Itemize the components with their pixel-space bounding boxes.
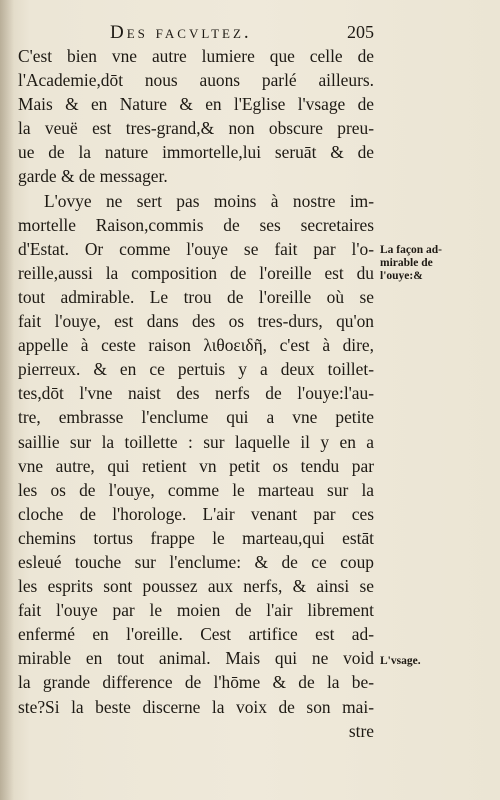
text-line: reille,aussi la composition de l'oreille est du	[18, 262, 374, 283]
text-line: mortelle Raison,commis de ses secretaires	[18, 214, 374, 235]
text-line: ste?Si la beste discerne la voix de son mai-	[18, 696, 374, 717]
text-line: tout admirable. Le trou de l'oreille où se	[18, 286, 374, 307]
text-line: esleué touche sur l'enclume: & de ce coup	[18, 551, 374, 572]
text-line: cloche de l'horologe. L'air venant par ces	[18, 503, 374, 524]
text-line: ue de la nature immortelle,lui seruāt & de	[18, 142, 374, 163]
margin-note-line: L'vsage.	[380, 655, 421, 667]
margin-note-line: mirable de	[380, 257, 433, 269]
margin-note-line: l'ouye:&	[380, 270, 423, 282]
text-line: stre	[348, 720, 374, 741]
text-line: l'Academie,dōt nous auons parlé ailleurs.	[18, 70, 374, 91]
text-line: la grande difference de l'hōme & de la be-	[18, 672, 374, 693]
text-line: chemins tortus frappe le marteau,qui estāt	[18, 527, 374, 548]
text-line: fait l'ouye, est dans des os tres-durs, qu'on	[18, 311, 374, 332]
margin-note-ouye	[380, 244, 496, 283]
page-number: 205	[347, 22, 374, 42]
text-line: Mais & en Nature & en l'Eglise l'vsage de	[18, 94, 374, 115]
text-line: appelle à ceste raison λιθοειδῆ, c'est à dire,	[18, 335, 374, 356]
text-line: vne autre, qui retient vn petit os tendu par	[18, 455, 374, 476]
text-line: L'ovye ne sert pas moins à nostre im-	[44, 190, 374, 211]
running-head: Des facvltez.	[110, 22, 252, 43]
text-line: mirable en tout animal. Mais qui ne void	[18, 648, 374, 669]
body-text	[18, 44, 374, 743]
text-line: les esprits sont poussez aux nerfs, & ainsi se	[18, 576, 374, 597]
text-line: tre, embrasse l'enclume qui a vne petite	[18, 407, 374, 428]
text-line: saillie sur la toillette : sur laquelle il y en a	[18, 431, 374, 452]
text-line: C'est bien vne autre lumiere que celle de	[18, 46, 374, 66]
text-line: garde & de messager.	[18, 166, 168, 187]
text-line: d'Estat. Or comme l'ouye se fait par l'o-	[18, 238, 374, 259]
page-header	[18, 22, 374, 44]
text-line: tes,dōt l'vne naist des nerfs de l'ouye:l'au-	[18, 383, 374, 404]
text-line: enfermé en l'oreille. Cest artifice est ad-	[18, 624, 374, 645]
text-line: fait l'ouye par le moien de l'air librement	[18, 600, 374, 621]
text-line: les os de l'ouye, comme le marteau sur la	[18, 479, 374, 500]
margin-note-usage	[380, 655, 496, 668]
margin-note-line: La façon ad-	[380, 244, 442, 256]
text-line: pierreux. & en ce pertuis y a deux toillet-	[18, 359, 374, 380]
gutter-shadow	[0, 0, 14, 800]
text-line: la veuë est tres-grand,& non obscure preu-	[18, 118, 374, 139]
